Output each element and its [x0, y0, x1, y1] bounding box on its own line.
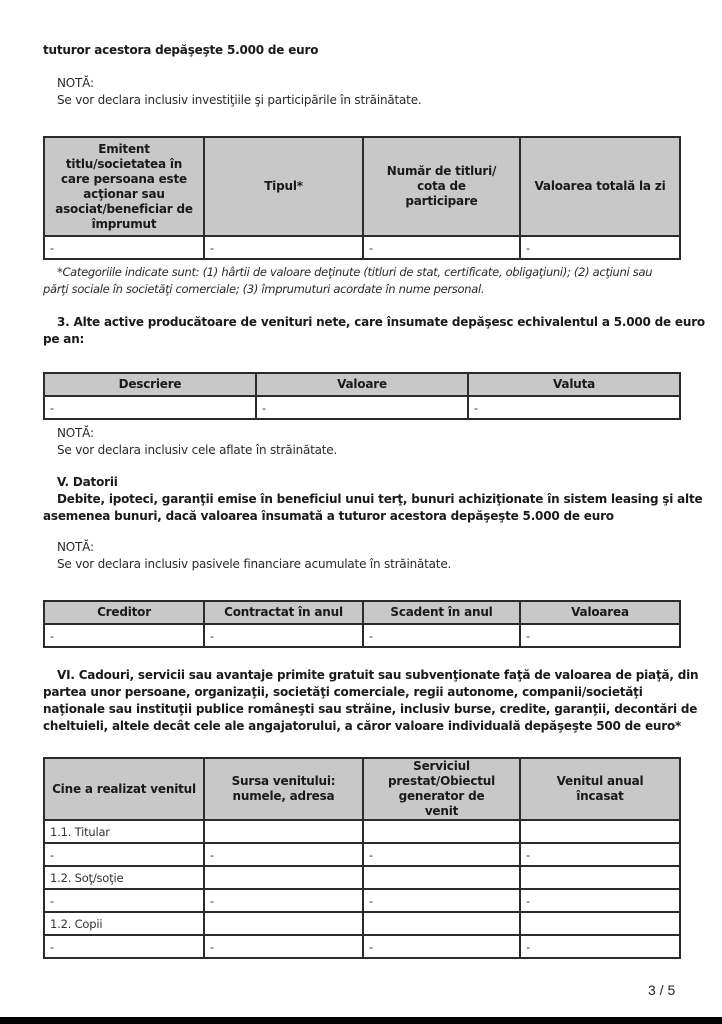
section-vi-title-line-4: cheltuieli, altele decât cele ale angajatorului, a căror valoare individuală depăşeşte 500 de euro* [43, 719, 682, 733]
table-row [44, 912, 680, 935]
table-cell: - [204, 889, 363, 912]
bottom-bar [0, 1017, 722, 1024]
table-cell: - [520, 624, 680, 647]
table-cell: - [363, 889, 520, 912]
table-cell: - [44, 624, 204, 647]
note-text: Se vor declara inclusiv pasivele financiare acumulate în străinătate. [57, 557, 452, 571]
table-row [44, 624, 680, 647]
table-cell: 1.2. Soţ/soţie [44, 866, 204, 889]
table-cell: - [363, 935, 520, 958]
note-label: NOTĂ: [57, 540, 94, 554]
column-header-numar-titluri: Număr de titluri/ cota de participare [363, 137, 520, 236]
column-header-valoarea: Valoarea [520, 601, 680, 624]
table-cell: - [256, 396, 468, 419]
table-cell: - [363, 236, 520, 259]
table-cell: - [44, 843, 204, 866]
section-vi-title-line-2: partea unor persoane, organizaţii, societăţi comerciale, regii autonome, companii/societăţi [43, 685, 643, 699]
section-3-title-line-2: pe an: [43, 332, 85, 346]
section-v-desc-line-1: Debite, ipoteci, garanţii emise în beneficiul unui terţ, bunuri achiziţionate în sistem leasing şi alte [57, 492, 703, 506]
column-header-valoarea-totala: Valoarea totală la zi [520, 137, 680, 236]
column-header-tipul: Tipul* [204, 137, 363, 236]
column-header-venitul: Venitul anual încasat [520, 758, 680, 820]
table-cell: 1.2. Copii [44, 912, 204, 935]
table-cell: - [204, 236, 363, 259]
other-assets-table [43, 372, 681, 420]
table-cell [363, 866, 520, 889]
table-cell: - [363, 624, 520, 647]
table-row [44, 843, 680, 866]
column-header-cine: Cine a realizat venitul [44, 758, 204, 820]
note-label: NOTĂ: [57, 426, 94, 440]
gifts-table [43, 757, 681, 959]
table-cell [520, 866, 680, 889]
section-vi-title-line-3: naţionale sau instituţii publice româneşti sau străine, inclusiv burse, credite, garanţii, decontări de [43, 702, 698, 716]
note-text: Se vor declara inclusiv cele aflate în străinătate. [57, 443, 338, 457]
section-v-title: V. Datorii [57, 475, 118, 489]
table-cell: - [520, 236, 680, 259]
section-v-desc-line-2: asemenea bunuri, dacă valoarea însumată a tuturor acestora depăşeşte 5.000 de euro [43, 509, 614, 523]
continued-heading-line: tuturor acestora depăşeşte 5.000 de euro [43, 43, 319, 57]
table-row [44, 820, 680, 843]
column-header-valuta: Valuta [468, 373, 680, 396]
column-header-creditor: Creditor [44, 601, 204, 624]
investments-table [43, 136, 681, 260]
table-row [44, 935, 680, 958]
table-cell [204, 912, 363, 935]
table-cell: - [520, 935, 680, 958]
table-cell: - [44, 396, 256, 419]
debts-table [43, 600, 681, 648]
table-row [44, 889, 680, 912]
table-cell: - [204, 843, 363, 866]
table-cell: - [520, 889, 680, 912]
table-row [44, 236, 680, 259]
table-cell [520, 820, 680, 843]
table-cell: 1.1. Titular [44, 820, 204, 843]
column-header-descriere: Descriere [44, 373, 256, 396]
table-cell: - [204, 624, 363, 647]
table-row [44, 396, 680, 419]
table-cell: - [363, 843, 520, 866]
table-cell: - [44, 889, 204, 912]
footnote-line-2: părţi sociale în societăţi comerciale; (3) împrumuturi acordate în nume personal. [43, 282, 485, 296]
table-cell [204, 866, 363, 889]
table-cell: - [44, 935, 204, 958]
column-header-contractat: Contractat în anul [204, 601, 363, 624]
note-label: NOTĂ: [57, 76, 94, 90]
table-cell [363, 912, 520, 935]
footnote-line-1: *Categoriile indicate sunt: (1) hârtii de valoare deţinute (titluri de stat, certificate, obligaţiuni); (2) acţiuni sau [57, 265, 653, 279]
table-cell: - [204, 935, 363, 958]
table-cell: - [44, 236, 204, 259]
table-cell: - [468, 396, 680, 419]
column-header-emitent: Emitent titlu/societatea în care persoana este acţionar sau asociat/beneficiar de împrumut [44, 137, 204, 236]
table-cell [520, 912, 680, 935]
table-cell: - [520, 843, 680, 866]
column-header-scadent: Scadent în anul [363, 601, 520, 624]
column-header-valoare: Valoare [256, 373, 468, 396]
table-row [44, 866, 680, 889]
section-3-title-line-1: 3. Alte active producătoare de venituri nete, care însumate depăşesc echivalentul a 5.000 de euro [57, 315, 705, 329]
table-cell [204, 820, 363, 843]
section-vi-title-line-1: VI. Cadouri, servicii sau avantaje primite gratuit sau subvenţionate faţă de valoarea de piaţă, din [57, 668, 699, 682]
page-indicator: 3 / 5 [648, 982, 676, 998]
note-text: Se vor declara inclusiv investiţiile şi participările în străinătate. [57, 93, 422, 107]
column-header-sursa: Sursa venitului: numele, adresa [204, 758, 363, 820]
table-cell [363, 820, 520, 843]
column-header-serviciul: Serviciul prestat/Obiectul generator de venit [363, 758, 520, 820]
